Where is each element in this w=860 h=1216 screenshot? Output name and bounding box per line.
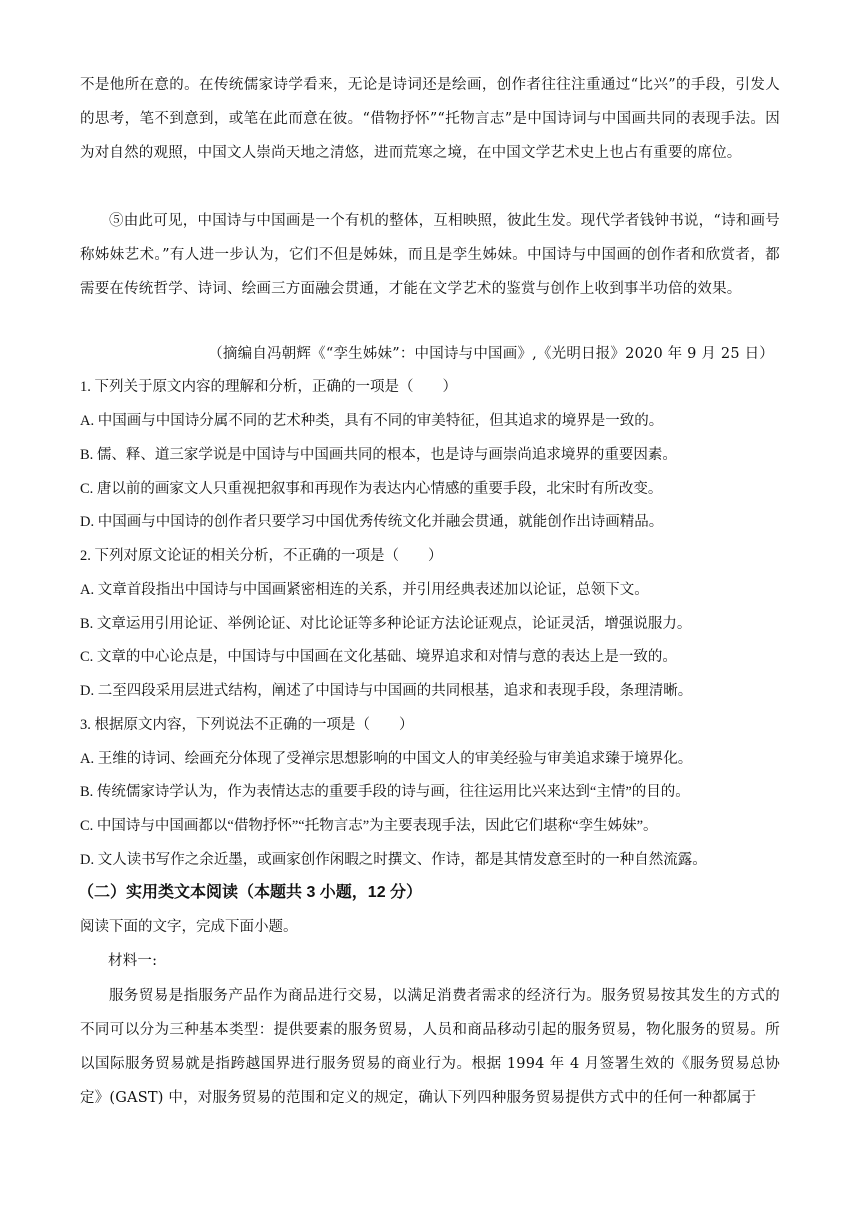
question-2-option-d: D. 二至四段采用层进式结构，阐述了中国诗与中国画的共同根基，追求和表现手段，条理清晰。 <box>80 683 693 699</box>
section-heading: （二）实用类文本阅读（本题共 3 小题，12 分） <box>78 884 423 901</box>
passage-paragraph-continued: 不是他所在意的。在传统儒家诗学看来，无论是诗词还是绘画，创作者往往注重通过“比兴”的手段，引发人的思考，笔不到意到，或笔在此而意在彼。“借物抒怀”“托物言志”是中国诗词与中国画共同的表现手法。因为对自然的观照，中国文人崇尚天地之清悠，进而荒寒之境，在中国文学艺术史上也占有重要的席位。 <box>80 77 780 161</box>
question-2-stem: 2. 下列对原文论证的相关分析，不正确的一项是（ ） <box>80 548 443 564</box>
question-1-option-a: A. 中国画与中国诗分属不同的艺术种类，具有不同的审美特征，但其追求的境界是一致的。 <box>80 413 664 429</box>
question-3-option-d: D. 文人读书写作之余近墨，或画家创作闲暇之时撰文、作诗，都是其情发意至时的一种自然流露。 <box>80 852 707 868</box>
question-1-option-b: B. 儒、释、道三家学说是中国诗与中国画共同的根本，也是诗与画崇尚追求境界的重要因素。 <box>80 447 677 463</box>
material-paragraph: 服务贸易是指服务产品作为商品进行交易，以满足消费者需求的经济行为。服务贸易按其发生的方式的不同可以分为三种基本类型：提供要素的服务贸易，人员和商品移动引起的服务贸易，物化服务的贸易。所以国际服务贸易就是指跨越国界进行服务贸易的商业行为。根据 1994 年 4 月签署生效的《服务贸易总协定》(GAST) 中，对服务贸易的范围和定义的规定，确认下列四种服务贸易提供方式中的任何一种都属于 <box>80 988 780 1106</box>
question-3-stem: 3. 根据原文内容，下列说法不正确的一项是（ ） <box>80 717 414 733</box>
question-1-option-c: C. 唐以前的画家文人只重视把叙事和再现作为表达内心情感的重要手段，北宋时有所改变。 <box>80 481 663 497</box>
question-2-option-c: C. 文章的中心论点是，中国诗与中国画在文化基础、境界追求和对情与意的表达上是一致的。 <box>80 649 677 665</box>
passage-paragraph-5: ⑤由此可见，中国诗与中国画是一个有机的整体，互相映照，彼此生发。现代学者钱钟书说，“诗和画号称姊妹艺术。”有人进一步认为，它们不但是姊妹，而且是孪生姊妹。中国诗与中国画的创作者和欣赏者，都需要在传统哲学、诗词、绘画三方面融会贯通，才能在文学艺术的鉴赏与创作上收到事半功倍的效果。 <box>80 213 780 297</box>
question-1-option-d: D. 中国画与中国诗的创作者只要学习中国优秀传统文化并融会贯通，就能创作出诗画精品。 <box>80 514 664 530</box>
question-3-option-a: A. 王维的诗词、绘画充分体现了受禅宗思想影响的中国文人的审美经验与审美追求臻于境界化。 <box>80 751 693 767</box>
question-3-option-c: C. 中国诗与中国画都以“借物抒怀”“托物言志”为主要表现手法，因此它们堪称“孪生姊妹”。 <box>80 818 658 834</box>
question-3-option-b: B. 传统儒家诗学认为，作为表情达志的重要手段的诗与画，往往运用比兴来达到“主情”的目的。 <box>80 784 690 800</box>
material-label: 材料一: <box>108 953 158 969</box>
question-2-option-b: B. 文章运用引用论证、举例论证、对比论证等多种论证方法论证观点，论证灵活，增强说服力。 <box>80 616 692 632</box>
source-citation: （摘编自冯朝辉《“孪生姊妹”：中国诗与中国画》,《光明日报》2020 年 9 月 25 日） <box>208 346 774 362</box>
section-instruction: 阅读下面的文字，完成下面小题。 <box>80 919 298 935</box>
question-2-option-a: A. 文章首段指出中国诗与中国画紧密相连的关系，并引用经典表述加以论证，总领下文。 <box>80 582 649 598</box>
question-1-stem: 1. 下列关于原文内容的理解和分析，正确的一项是（ ） <box>80 379 457 395</box>
